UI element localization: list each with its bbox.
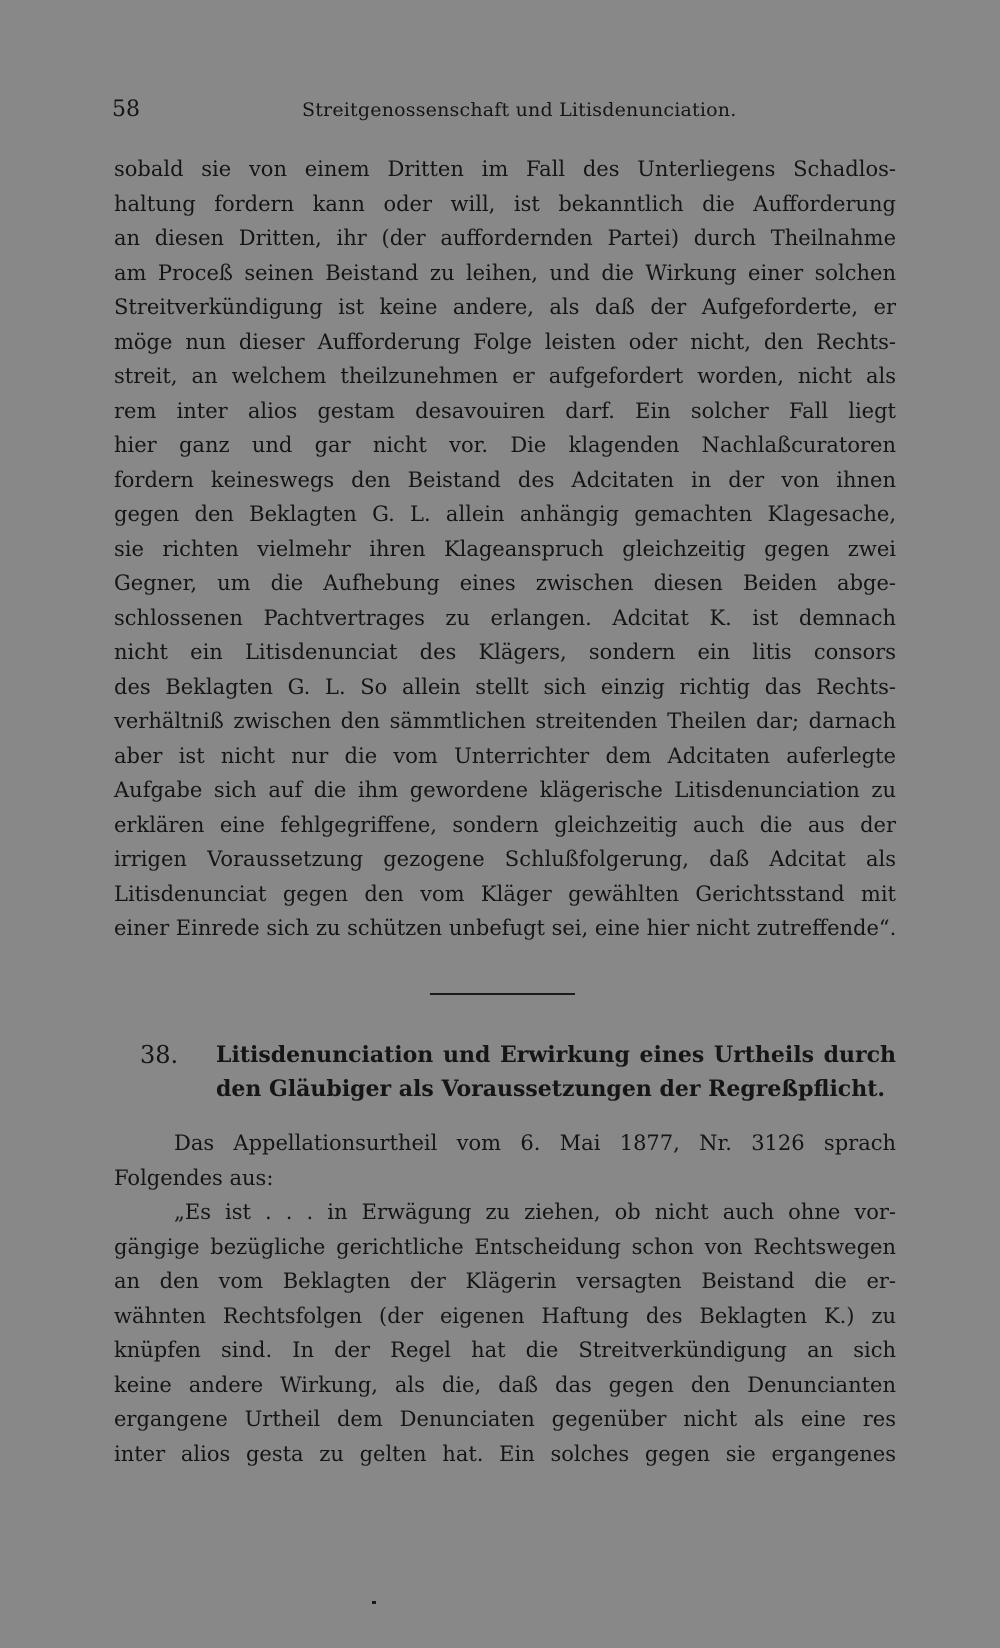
text-line: einer Einrede sich zu schützen unbefugt sei, eine hier nicht zutreffende“. bbox=[114, 916, 897, 940]
text-line: aber ist nicht nur die vom Unterrichter dem Adcitaten auferlegte bbox=[114, 743, 896, 768]
section-number: 38. bbox=[140, 1041, 179, 1069]
text-line: Gegner, um die Aufhebung eines zwischen diesen Beiden abge- bbox=[114, 571, 896, 595]
text-line: inter alios gesta zu gelten hat. Ein solches gegen sie ergangenes bbox=[114, 1441, 896, 1466]
text-line: möge nun dieser Aufforderung Folge leisten oder nicht, den Rechts- bbox=[114, 329, 896, 354]
running-head: Streitgenossenschaft und Litisdenunciation. bbox=[302, 99, 737, 121]
text-line: haltung fordern kann oder will, ist bekanntlich die Aufforderung bbox=[114, 191, 896, 216]
section-title bbox=[216, 1038, 896, 1106]
text-line: verhältniß zwischen den sämmtlichen streitenden Theilen dar; darnach bbox=[114, 709, 896, 733]
text-line: Streitverkündigung ist keine andere, als daß der Aufgeforderte, er bbox=[114, 295, 896, 319]
text-line: erklären eine fehlgegriffene, sondern gleichzeitig auch die aus der bbox=[114, 812, 896, 837]
text-line: Folgendes aus: bbox=[114, 1165, 274, 1190]
text-line: streit, an welchem theilzunehmen er aufgefordert worden, nicht als bbox=[114, 364, 896, 388]
text-line: an diesen Dritten, ihr (der auffordernden Partei) durch Theilnahme bbox=[114, 226, 896, 250]
text-line: Das Appellationsurtheil vom 6. Mai 1877, Nr. 3126 sprach bbox=[174, 1131, 896, 1155]
section-title-line: den Gläubiger als Voraussetzungen der Regreßpflicht. bbox=[216, 1076, 886, 1102]
page-header bbox=[112, 92, 902, 128]
text-line: am Proceß seinen Beistand zu leihen, und die Wirkung einer solchen bbox=[114, 260, 896, 285]
text-line: gängige bezügliche gerichtliche Entscheidung schon von Rechtswegen bbox=[114, 1234, 896, 1259]
text-line: sie richten vielmehr ihren Klageanspruch gleichzeitig gegen zwei bbox=[114, 536, 896, 561]
text-line: fordern keineswegs den Beistand des Adcitaten in der von ihnen bbox=[114, 467, 896, 492]
text-line: hier ganz und gar nicht vor. Die klagenden Nachlaßcuratoren bbox=[114, 433, 896, 457]
section-divider bbox=[430, 993, 575, 995]
section-paragraph bbox=[114, 1126, 896, 1471]
text-line: „Es ist . . . in Erwägung zu ziehen, ob nicht auch ohne vor- bbox=[174, 1200, 896, 1224]
text-line: ergangene Urtheil dem Denunciaten gegenüber nicht als eine res bbox=[114, 1407, 896, 1431]
text-line: wähnten Rechtsfolgen (der eigenen Haftung des Beklagten K.) zu bbox=[114, 1303, 896, 1328]
text-line: des Beklagten G. L. So allein stellt sich einzig richtig das Rechts- bbox=[114, 674, 896, 699]
text-line: keine andere Wirkung, als die, daß das gegen den Denuncianten bbox=[114, 1372, 896, 1397]
text-line: gegen den Beklagten G. L. allein anhängig gemachten Klagesache, bbox=[114, 502, 896, 526]
page-number: 58 bbox=[112, 97, 140, 122]
text-line: nicht ein Litisdenunciat des Klägers, sondern ein litis consors bbox=[114, 640, 896, 664]
speck-mark bbox=[372, 1601, 376, 1604]
text-line: irrigen Voraussetzung gezogene Schlußfolgerung, daß Adcitat als bbox=[114, 847, 896, 871]
text-line: sobald sie von einem Dritten im Fall des Unterliegens Schadlos- bbox=[114, 157, 896, 181]
text-line: Litisdenunciat gegen den vom Kläger gewählten Gerichtsstand mit bbox=[114, 881, 896, 906]
text-line: an den vom Beklagten der Klägerin versagten Beistand die er- bbox=[114, 1269, 896, 1293]
text-line: schlossenen Pachtvertrages zu erlangen. Adcitat K. ist demnach bbox=[114, 605, 896, 630]
main-paragraph bbox=[114, 152, 896, 946]
text-line: knüpfen sind. In der Regel hat die Streitverkündigung an sich bbox=[114, 1338, 896, 1362]
section-title-line: Litisdenunciation und Erwirkung eines Urtheils durch bbox=[216, 1042, 896, 1068]
text-line: rem inter alios gestam desavouiren darf. Ein solcher Fall liegt bbox=[114, 398, 896, 423]
text-line: Aufgabe sich auf die ihm gewordene klägerische Litisdenunciation zu bbox=[114, 778, 896, 802]
